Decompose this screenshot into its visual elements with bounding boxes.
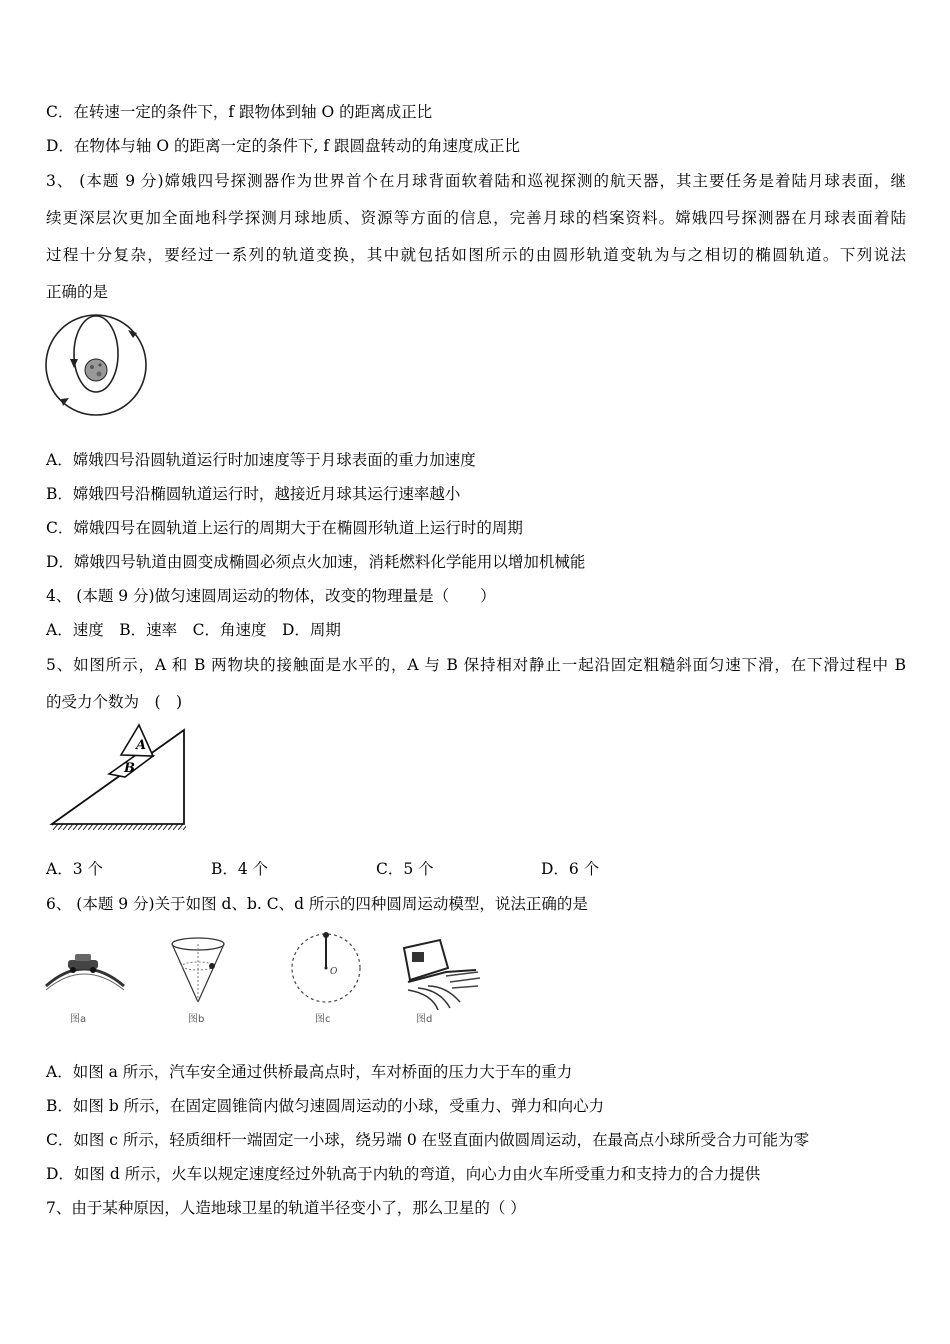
q5-option-b: B．4 个 [211,860,269,878]
q3-option-c: C．嫦娥四号在圆轨道上运行的周期大于在椭圆形轨道上运行时的周期 [46,519,523,537]
orbit-arrow [70,359,78,368]
q4-stem: 4、 (本题 9 分)做匀速圆周运动的物体，改变的物理量是（ ） [46,587,496,605]
q5-option-c: C．5 个 [376,860,434,878]
label-a: A [136,738,147,753]
figure-b [172,938,224,1025]
q3-option-b: B．嫦娥四号沿椭圆轨道运行时，越接近月球其运行速率越小 [46,485,461,503]
q5-stem-line-1: 5、如图所示，A 和 B 两物块的接触面是水平的，A 与 B 保持相对静止一起沿固定粗糙斜面匀速下滑，在下滑过程中 B [46,656,906,674]
q7-stem: 7、由于某种原因，人造地球卫星的轨道半径变小了，那么卫星的（ ） [46,1199,526,1217]
ball-icon [323,932,329,938]
q3-option-d: D．嫦娥四号轨道由圆变成椭圆必须点火加速，消耗燃料化学能用以增加机械能 [46,553,586,571]
figure-a [46,954,124,1025]
figure-d [404,940,480,1025]
q3-stem-line-2: 续更深层次更加全面地科学探测月球地质、资源等方面的信息，完善月球的档案资料。嫦娥四号探测器在月球表面着陆 [46,209,906,227]
q4-options: A．速度 B．速率 C．角速度 D．周期 [46,621,341,639]
caption-d: 图d [416,1014,433,1025]
incline-figure [48,722,190,834]
q3-stem-line-4: 正确的是 [46,283,109,301]
q6-option-b: B．如图 b 所示，在固定圆锥筒内做匀速圆周运动的小球，受重力、弹力和向心力 [46,1097,605,1115]
ground [52,824,186,830]
caption-c: 图c [315,1014,331,1025]
q6-option-c: C．如图 c 所示，轻质细杆一端固定一小球，绕另端 0 在竖直面内做圆周运动，在最高点小球所受合力可能为零 [46,1131,810,1149]
q6-option-d: D．如图 d 所示，火车以规定速度经过外轨高于内轨的弯道，向心力由火车所受重力和支持力的合力提供 [46,1165,761,1183]
q5-option-a: A．3 个 [46,860,103,878]
caption-b: 图b [188,1014,205,1025]
q2-option-d: D．在物体与轴 O 的距离一定的条件下, f 跟圆盘转动的角速度成正比 [46,137,521,155]
caption-a: 图a [70,1014,87,1025]
circular-motion-figures [42,928,487,1030]
incline [52,730,184,824]
q6-option-a: A．如图 a 所示，汽车安全通过供桥最高点时，车对桥面的压力大于车的重力 [46,1063,573,1081]
q5-option-d: D．6 个 [541,860,600,878]
q5-stem-line-2: 的受力个数为 ( ) [46,693,183,711]
orbit-figure [42,312,150,418]
q5-options [46,859,599,879]
q3-option-a: A．嫦娥四号沿圆轨道运行时加速度等于月球表面的重力加速度 [46,451,476,469]
pivot-label: O [330,967,338,977]
figure-c [292,932,360,1025]
q3-stem-line-3: 过程十分复杂，要经过一系列的轨道变换，其中就包括如图所示的由圆形轨道变轨为与之相切的椭圆轨道。下列说法 [46,246,906,264]
q3-stem-line-1: 3、 (本题 9 分)嫦娥四号探测器作为世界首个在月球背面软着陆和巡视探测的航天器，其主要任务是着陆月球表面，继 [46,172,906,190]
q6-stem: 6、 (本题 9 分)关于如图 d、b. C、d 所示的四种圆周运动模型，说法正确的是 [46,895,588,913]
ball-icon [209,963,215,969]
label-b: B [124,761,135,776]
moon [85,359,107,381]
q2-option-c: C．在转速一定的条件下，f 跟物体到轴 O 的距离成正比 [46,103,433,121]
